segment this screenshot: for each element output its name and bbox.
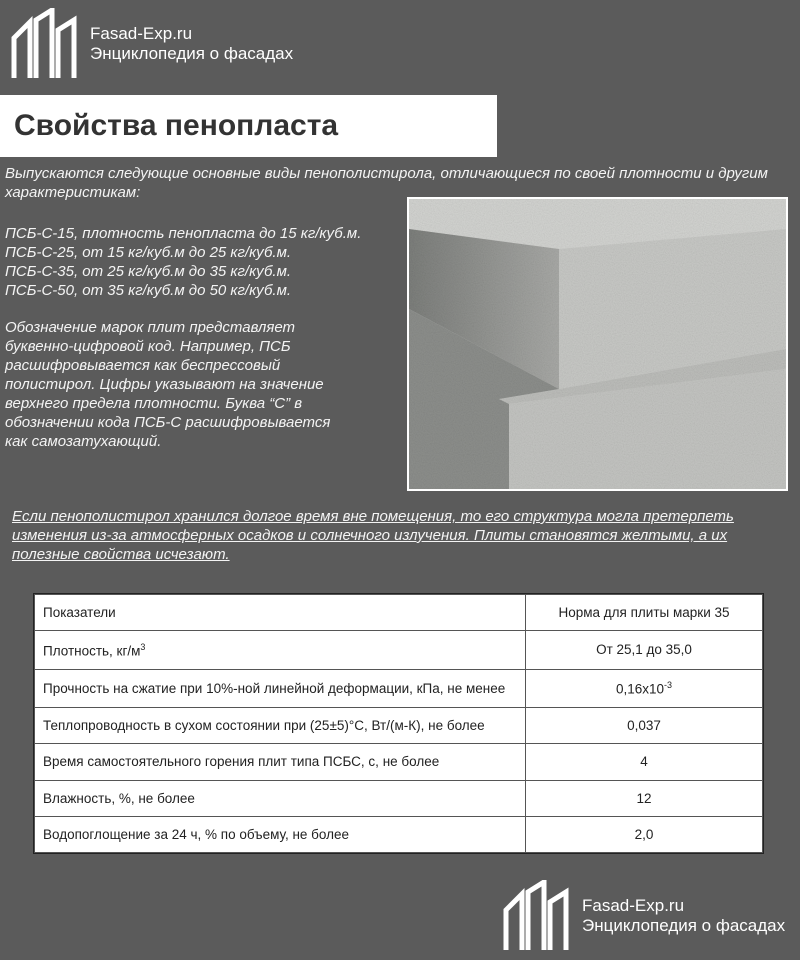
row-label: Водопоглощение за 24 ч, % по объему, не более <box>35 816 526 852</box>
building-logo-icon <box>8 8 80 80</box>
brand-tagline: Энциклопедия о фасадах <box>582 916 786 935</box>
brand-site: Fasad-Exp.ru <box>582 896 685 916</box>
header-indicator: Показатели <box>35 595 526 631</box>
explanation-text: Обозначение марок плит представляет буквенно-цифровой код. Например, ПСБ расшифровывается как беспрессовый полистирол. Цифры указывают на значение верхнего предела плотности. Буква “С” в обозначении кода ПСБ-С расшифровывается как самозатухающий. <box>5 319 331 450</box>
table-row <box>35 708 763 744</box>
row-label: Прочность на сжатие при 10%-ной линейной деформации, кПа, не менее <box>35 669 526 707</box>
row-label: Теплопроводность в сухом состоянии при (25±5)°С, Вт/(м-К), не более <box>35 708 526 744</box>
table-row <box>35 631 763 669</box>
row-value: От 25,1 до 35,0 <box>526 631 763 669</box>
foam-plates-image <box>407 197 788 491</box>
table-row <box>35 780 763 816</box>
row-value: 0,037 <box>526 708 763 744</box>
row-label: Влажность, %, не более <box>35 780 526 816</box>
row-label: Плотность, $кг/м^3$ <box>35 631 526 669</box>
grade-item: ПСБ-С-50, от 35 кг/куб.м до 50 кг/куб.м. <box>5 282 292 299</box>
intro-text: Выпускаются следующие основные виды пенополистирола, отличающиеся по своей плотности и другим характеристикам: <box>5 165 768 201</box>
brand-tagline: Энциклопедия о фасадах <box>90 44 294 63</box>
row-label: Время самостоятельного горения плит типа ПСБС, с, не более <box>35 744 526 780</box>
brand-logo-bottom[interactable] <box>500 880 785 952</box>
brand-logo-top[interactable] <box>8 8 293 80</box>
row-value: $0,16x10^{-3}$ <box>526 669 763 707</box>
grades-list <box>5 224 400 300</box>
row-value: 12 <box>526 780 763 816</box>
page-title: Свойства пенопласта <box>0 95 497 157</box>
table-row <box>35 669 763 707</box>
table-row <box>35 816 763 852</box>
row-value: 4 <box>526 744 763 780</box>
properties-table <box>33 593 764 854</box>
storage-warning: Если пенополистирол хранился долгое время вне помещения, то его структура могла претерпеть изменения из-за атмосферных осадков и солнечного излучения. Плиты становятся желтыми, а их полезные свойства исчезают. <box>12 508 734 563</box>
table-row <box>35 744 763 780</box>
building-logo-icon <box>500 880 572 952</box>
table-header-row <box>35 595 763 631</box>
brand-site: Fasad-Exp.ru <box>90 24 193 44</box>
grade-item: ПСБ-С-25, от 15 кг/куб.м до 25 кг/куб.м. <box>5 244 292 261</box>
row-value: 2,0 <box>526 816 763 852</box>
header-norm: Норма для плиты марки 35 <box>526 595 763 631</box>
grade-item: ПСБ-С-35, от 25 кг/куб.м до 35 кг/куб.м. <box>5 263 292 280</box>
grade-item: ПСБ-С-15, плотность пенопласта до 15 кг/куб.м. <box>5 225 362 242</box>
